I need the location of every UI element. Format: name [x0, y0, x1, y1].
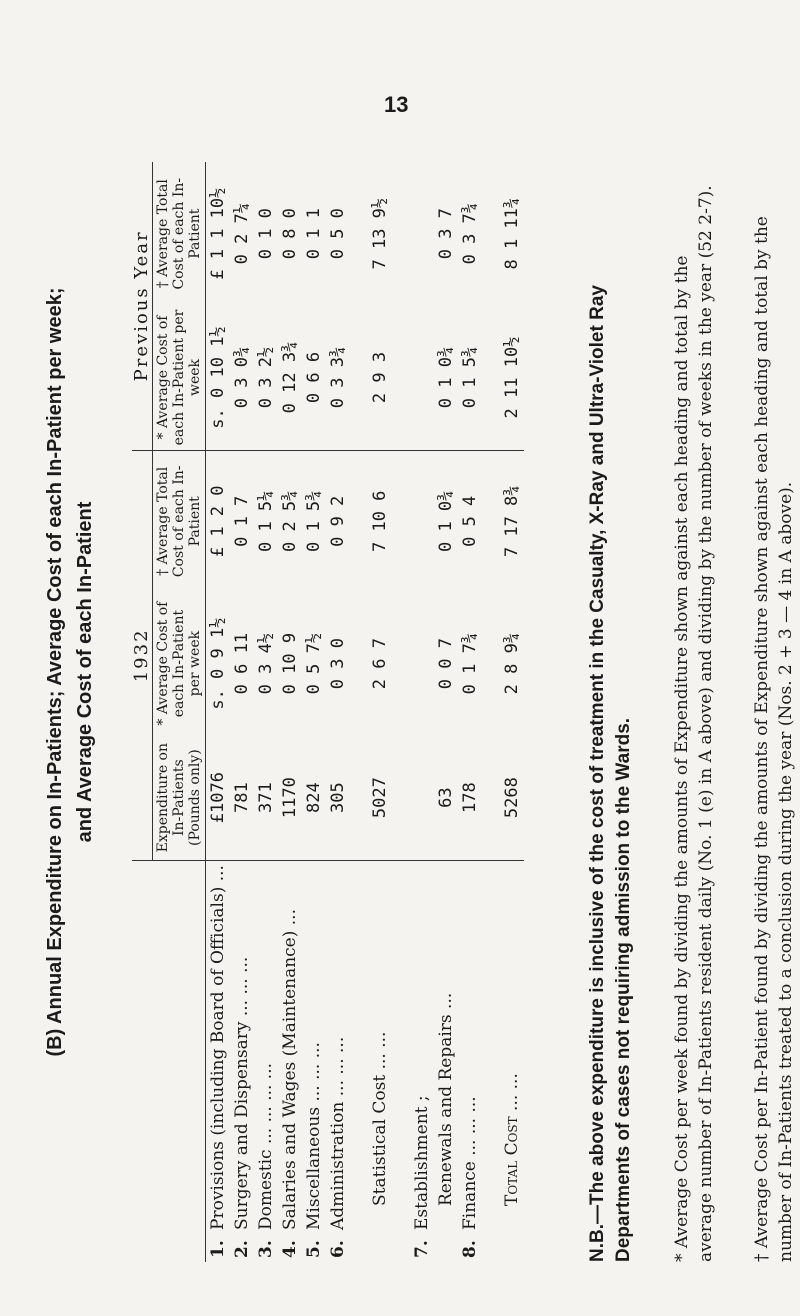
title-line-2: and Average Cost of each In-Patient	[74, 501, 96, 843]
avg-week-prev-cell: 0 1 5¾	[458, 305, 482, 450]
table-row	[302, 162, 326, 1262]
expenditure-cell: £1076	[206, 735, 231, 860]
expenditure-cell: 824	[302, 735, 326, 860]
avg-total-prev-cell	[410, 162, 434, 305]
row-index: 5.	[304, 1240, 324, 1258]
avg-total-1932-cell: 0 1 5¼	[256, 490, 276, 553]
avg-week-1932-cell: 0 10 9	[280, 632, 300, 695]
table-row	[368, 162, 392, 1262]
avg-total-1932-cell: 0 5 4	[460, 495, 480, 547]
row-label: Finance ... ... ...	[460, 1096, 480, 1230]
row-label: Surgery and Dispensary ... ... ...	[232, 956, 252, 1230]
header-previous-year: Previous Year	[132, 162, 153, 450]
row-label: Administration ... ... ...	[328, 1036, 348, 1230]
avg-total-1932-cell: 7 17 8¾	[502, 485, 522, 558]
avg-week-prev-cell	[410, 305, 434, 450]
table-row	[206, 162, 231, 1262]
table-row	[254, 162, 278, 1262]
spacer-row	[482, 162, 500, 1262]
avg-week-prev-cell: 0 3 2½	[254, 305, 278, 450]
table-body	[206, 162, 525, 1262]
row-index: 8.	[460, 1240, 480, 1258]
avg-total-prev-cell: 7 13 9½	[370, 197, 390, 270]
avg-week-prev-cell: 0 3 3¾	[326, 305, 350, 450]
row-label: Total Cost ... ...	[502, 1073, 522, 1206]
avg-total-prev-cell: 0 1 1	[304, 208, 324, 260]
avg-week-1932-cell: 2 8 9¾	[502, 632, 522, 695]
avg-week-1932-cell: 0 5 7½	[304, 632, 324, 695]
table-row	[230, 162, 254, 1262]
avg-week-1932-cell: 0 6 11	[232, 632, 252, 695]
table-row	[326, 162, 350, 1262]
avg-week-prev-cell: 2 11 10½	[500, 305, 524, 450]
table-row	[278, 162, 302, 1262]
expenditure-cell: 1170	[278, 735, 302, 860]
header-1932: 1932	[132, 450, 153, 860]
table-row	[434, 162, 458, 1262]
avg-total-prev-cell: 8 1 11¾	[502, 197, 522, 270]
row-index: 1.	[208, 1240, 228, 1258]
avg-week-1932-cell: 0 0 7	[436, 638, 456, 690]
row-label: Domestic ... ... ... ...	[256, 1062, 276, 1230]
avg-total-prev-cell: 0 3 7	[436, 208, 456, 260]
row-label: Miscellaneous ... ... ...	[304, 1042, 324, 1230]
page-number: 13	[384, 92, 409, 117]
expenditure-cell: 371	[254, 735, 278, 860]
nb-note: N.B.—The above expenditure is inclusive of the cost of treatment in the Casualty, X-Ray and Ultra-Violet Ray Departments of cases not requiring admission to the Wards.	[587, 285, 634, 1262]
label-column-header	[132, 861, 206, 1262]
avg-total-1932-cell: 0 1 7	[232, 495, 252, 547]
avg-week-1932-cell	[410, 592, 434, 735]
spacer-row	[350, 162, 368, 1262]
expenditure-cell	[410, 735, 434, 860]
table-row	[410, 162, 434, 1262]
row-label: Salaries and Wages (Maintenance) ...	[280, 909, 300, 1230]
avg-week-1932-cell: 2 6 7	[370, 638, 390, 690]
expenditure-cell: 5268	[500, 735, 524, 860]
expenditure-cell: 63	[434, 735, 458, 860]
expenditure-cell: 5027	[368, 735, 392, 860]
avg-total-1932-cell: 0 1 0¾	[436, 490, 456, 553]
avg-total-1932-cell: 0 9 2	[328, 495, 348, 547]
avg-total-1932-cell	[410, 450, 434, 592]
title-line-1: (B) Annual Expenditure on In-Patients; Average Cost of each In-Patient per week;	[44, 287, 66, 1057]
avg-total-prev-cell: 0 5 0	[328, 208, 348, 260]
avg-week-prev-cell: 0 12 3¾	[278, 305, 302, 450]
avg-week-prev-cell: s. 0 10 1½	[206, 305, 231, 450]
avg-week-1932-cell: 0 1 7¾	[460, 632, 480, 695]
avg-week-1932-cell: s. 0 9 1½	[206, 592, 231, 735]
spacer-row	[392, 162, 410, 1262]
header-avg-week-prev: * Average Cost of each In-Patient per week	[153, 305, 206, 450]
expenditure-cell: 178	[458, 735, 482, 860]
row-index: 6.	[328, 1240, 348, 1258]
header-avg-total-prev: † Average Total Cost of each In-Patient	[155, 177, 203, 290]
rotated-content	[40, 82, 796, 1262]
header-avg-total-1932: † Average Total Cost of each In-Patient	[155, 465, 203, 578]
expenditure-cell: 305	[326, 735, 350, 860]
total-row	[500, 162, 524, 1262]
avg-week-1932-cell: 0 3 0	[328, 638, 348, 690]
avg-total-1932-cell: 0 1 5¾	[304, 490, 324, 553]
row-index: 2.	[232, 1240, 252, 1258]
row-index: 4.	[280, 1240, 300, 1258]
row-label: Establishment ;	[412, 1095, 432, 1230]
avg-week-prev-cell: 2 9 3	[368, 305, 392, 450]
avg-total-1932-cell: 0 2 5¾	[280, 490, 300, 553]
avg-total-prev-cell: £ 1 1 10½	[206, 162, 231, 305]
table-row	[458, 162, 482, 1262]
avg-week-prev-cell: 0 3 0¾	[230, 305, 254, 450]
avg-week-prev-cell: 0 1 0¾	[434, 305, 458, 450]
avg-total-1932-cell: 7 10 6	[370, 490, 390, 553]
row-label: Provisions (including Board of Officials) ...	[208, 865, 228, 1230]
avg-week-1932-cell: 0 3 4½	[256, 632, 276, 695]
expenditure-cell: 781	[230, 735, 254, 860]
header-expenditure: Expenditure on In-Patients (Pounds only)	[153, 735, 206, 860]
avg-total-prev-cell: 0 3 7¾	[460, 202, 480, 265]
row-index: 3.	[256, 1240, 276, 1258]
avg-total-prev-cell: 0 2 7¼	[232, 202, 252, 265]
row-label: Renewals and Repairs ...	[436, 992, 456, 1206]
avg-total-prev-cell: 0 8 0	[280, 208, 300, 260]
avg-week-prev-cell: 0 6 6	[302, 305, 326, 450]
row-label: Statistical Cost ... ...	[370, 1031, 390, 1206]
avg-total-prev-cell: 0 1 0	[256, 208, 276, 260]
header-avg-week-1932: * Average Cost of each In-Patient per week	[155, 601, 203, 726]
expenditure-table	[132, 162, 524, 1262]
avg-total-1932-cell: £ 1 2 0	[206, 450, 231, 592]
row-index: 7.	[412, 1240, 432, 1258]
footnote-average-week: * Average Cost per week found by dividing the amounts of Expenditure shown against each heading and total by the average number of In-Patients resident daily (No. 1 (e) in A above) and dividing by the number of weeks in the year (52 2-7).	[672, 185, 716, 1262]
footnote-average-total: † Average Cost per In-Patient found by dividing the amounts of Expenditure shown against each heading and total by the number of In-Patients treated to a conclusion during the year (Nos. 2 + 3 — 4 in A above).	[752, 216, 796, 1262]
